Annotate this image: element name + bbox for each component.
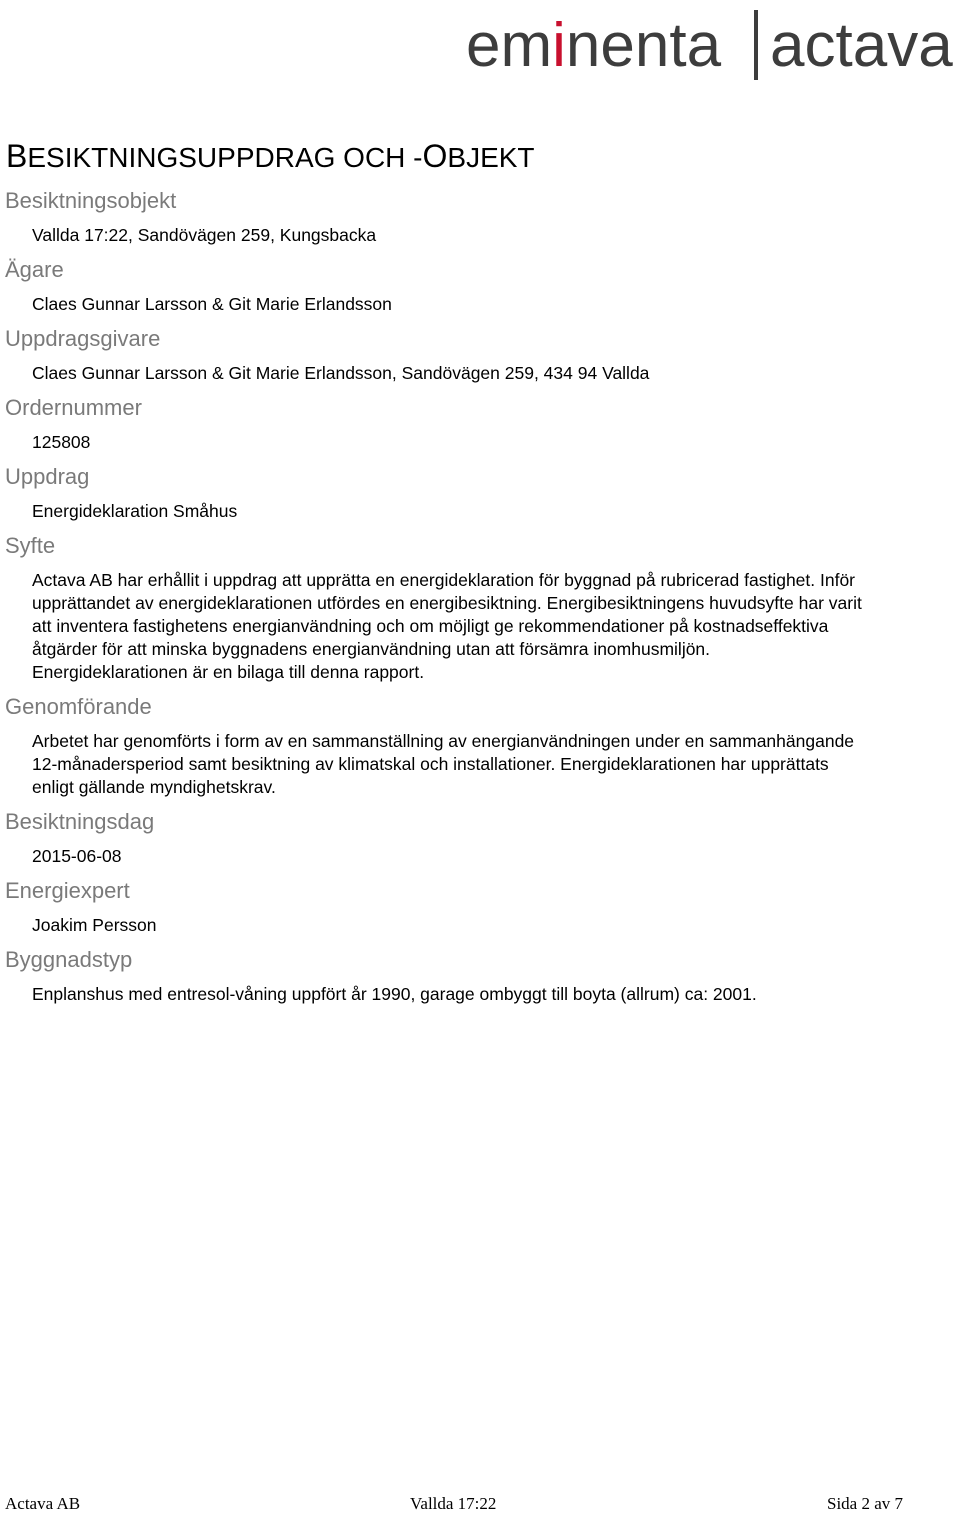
- section-label: Ägare: [5, 257, 64, 282]
- section-label: Byggnadstyp: [5, 947, 133, 972]
- section-value: 2015-06-08: [32, 846, 122, 866]
- section-label: Besiktningsobjekt: [5, 188, 177, 213]
- company-logo: [464, 4, 954, 82]
- section-label: Uppdragsgivare: [5, 326, 161, 351]
- section-label: Ordernummer: [5, 395, 142, 420]
- section-label: Uppdrag: [5, 464, 90, 489]
- section-besiktningsobjekt: [0, 186, 960, 247]
- section-agare: [0, 255, 960, 316]
- report-content: [0, 186, 960, 1014]
- section-byggnadstyp: [0, 945, 960, 1006]
- section-value: Claes Gunnar Larsson & Git Marie Erlandsson: [32, 294, 392, 314]
- section-label: Energiexpert: [5, 878, 130, 903]
- section-genomforande: [0, 692, 960, 799]
- section-uppdrag: [0, 462, 960, 523]
- page-footer: [0, 1494, 960, 1516]
- section-uppdragsgivare: [0, 324, 960, 385]
- section-label: Besiktningsdag: [5, 809, 155, 834]
- page-title: BESIKTNINGSUPPDRAG OCH -OBJEKT: [6, 138, 535, 174]
- logo-text-eminenta: eminenta: [466, 11, 722, 80]
- section-label: Syfte: [5, 533, 56, 558]
- section-value: Claes Gunnar Larsson & Git Marie Erlandsson, Sandövägen 259, 434 94 Vallda: [32, 363, 650, 383]
- section-value: Energideklaration Småhus: [32, 501, 238, 521]
- section-value: Actava AB har erhållit i uppdrag att upprätta en energideklaration för byggnad på rubricerad fastighet. Inför upprättandet av energideklarationen utfördes en energibesiktning. Energibesiktningens huvudsyfte har varit att inventera fastighetens energianvändning och om möjligt ge rekommendationer på kostnadseffektiva åtgärder för att minska byggnadens energianvändning utan att försämra inomhusmiljön. Energideklarationen är en bilaga till denna rapport.: [32, 570, 862, 682]
- section-value: Vallda 17:22, Sandövägen 259, Kungsbacka: [32, 225, 377, 245]
- section-value: Joakim Persson: [32, 915, 157, 935]
- footer-company: Actava AB: [5, 1494, 81, 1513]
- section-syfte: [0, 531, 960, 684]
- footer-property: Vallda 17:22: [410, 1494, 497, 1513]
- logo-divider: [754, 10, 758, 80]
- footer-page-number: Sida 2 av 7: [827, 1494, 904, 1513]
- section-value: Arbetet har genomförts i form av en sammanställning av energianvändningen under en sammanhängande 12-månadersperiod samt besiktning av klimatskal och installationer. Energideklarationen har upprättats enligt gällande myndighetskrav.: [32, 731, 855, 797]
- section-value: 125808: [32, 432, 91, 452]
- section-besiktningsdag: [0, 807, 960, 868]
- section-label: Genomförande: [5, 694, 152, 719]
- logo-text-actava: actava: [770, 11, 953, 80]
- section-ordernummer: [0, 393, 960, 454]
- section-energiexpert: [0, 876, 960, 937]
- section-value: Enplanshus med entresol-våning uppfört år 1990, garage ombyggt till boyta (allrum) ca: 2001.: [32, 984, 757, 1004]
